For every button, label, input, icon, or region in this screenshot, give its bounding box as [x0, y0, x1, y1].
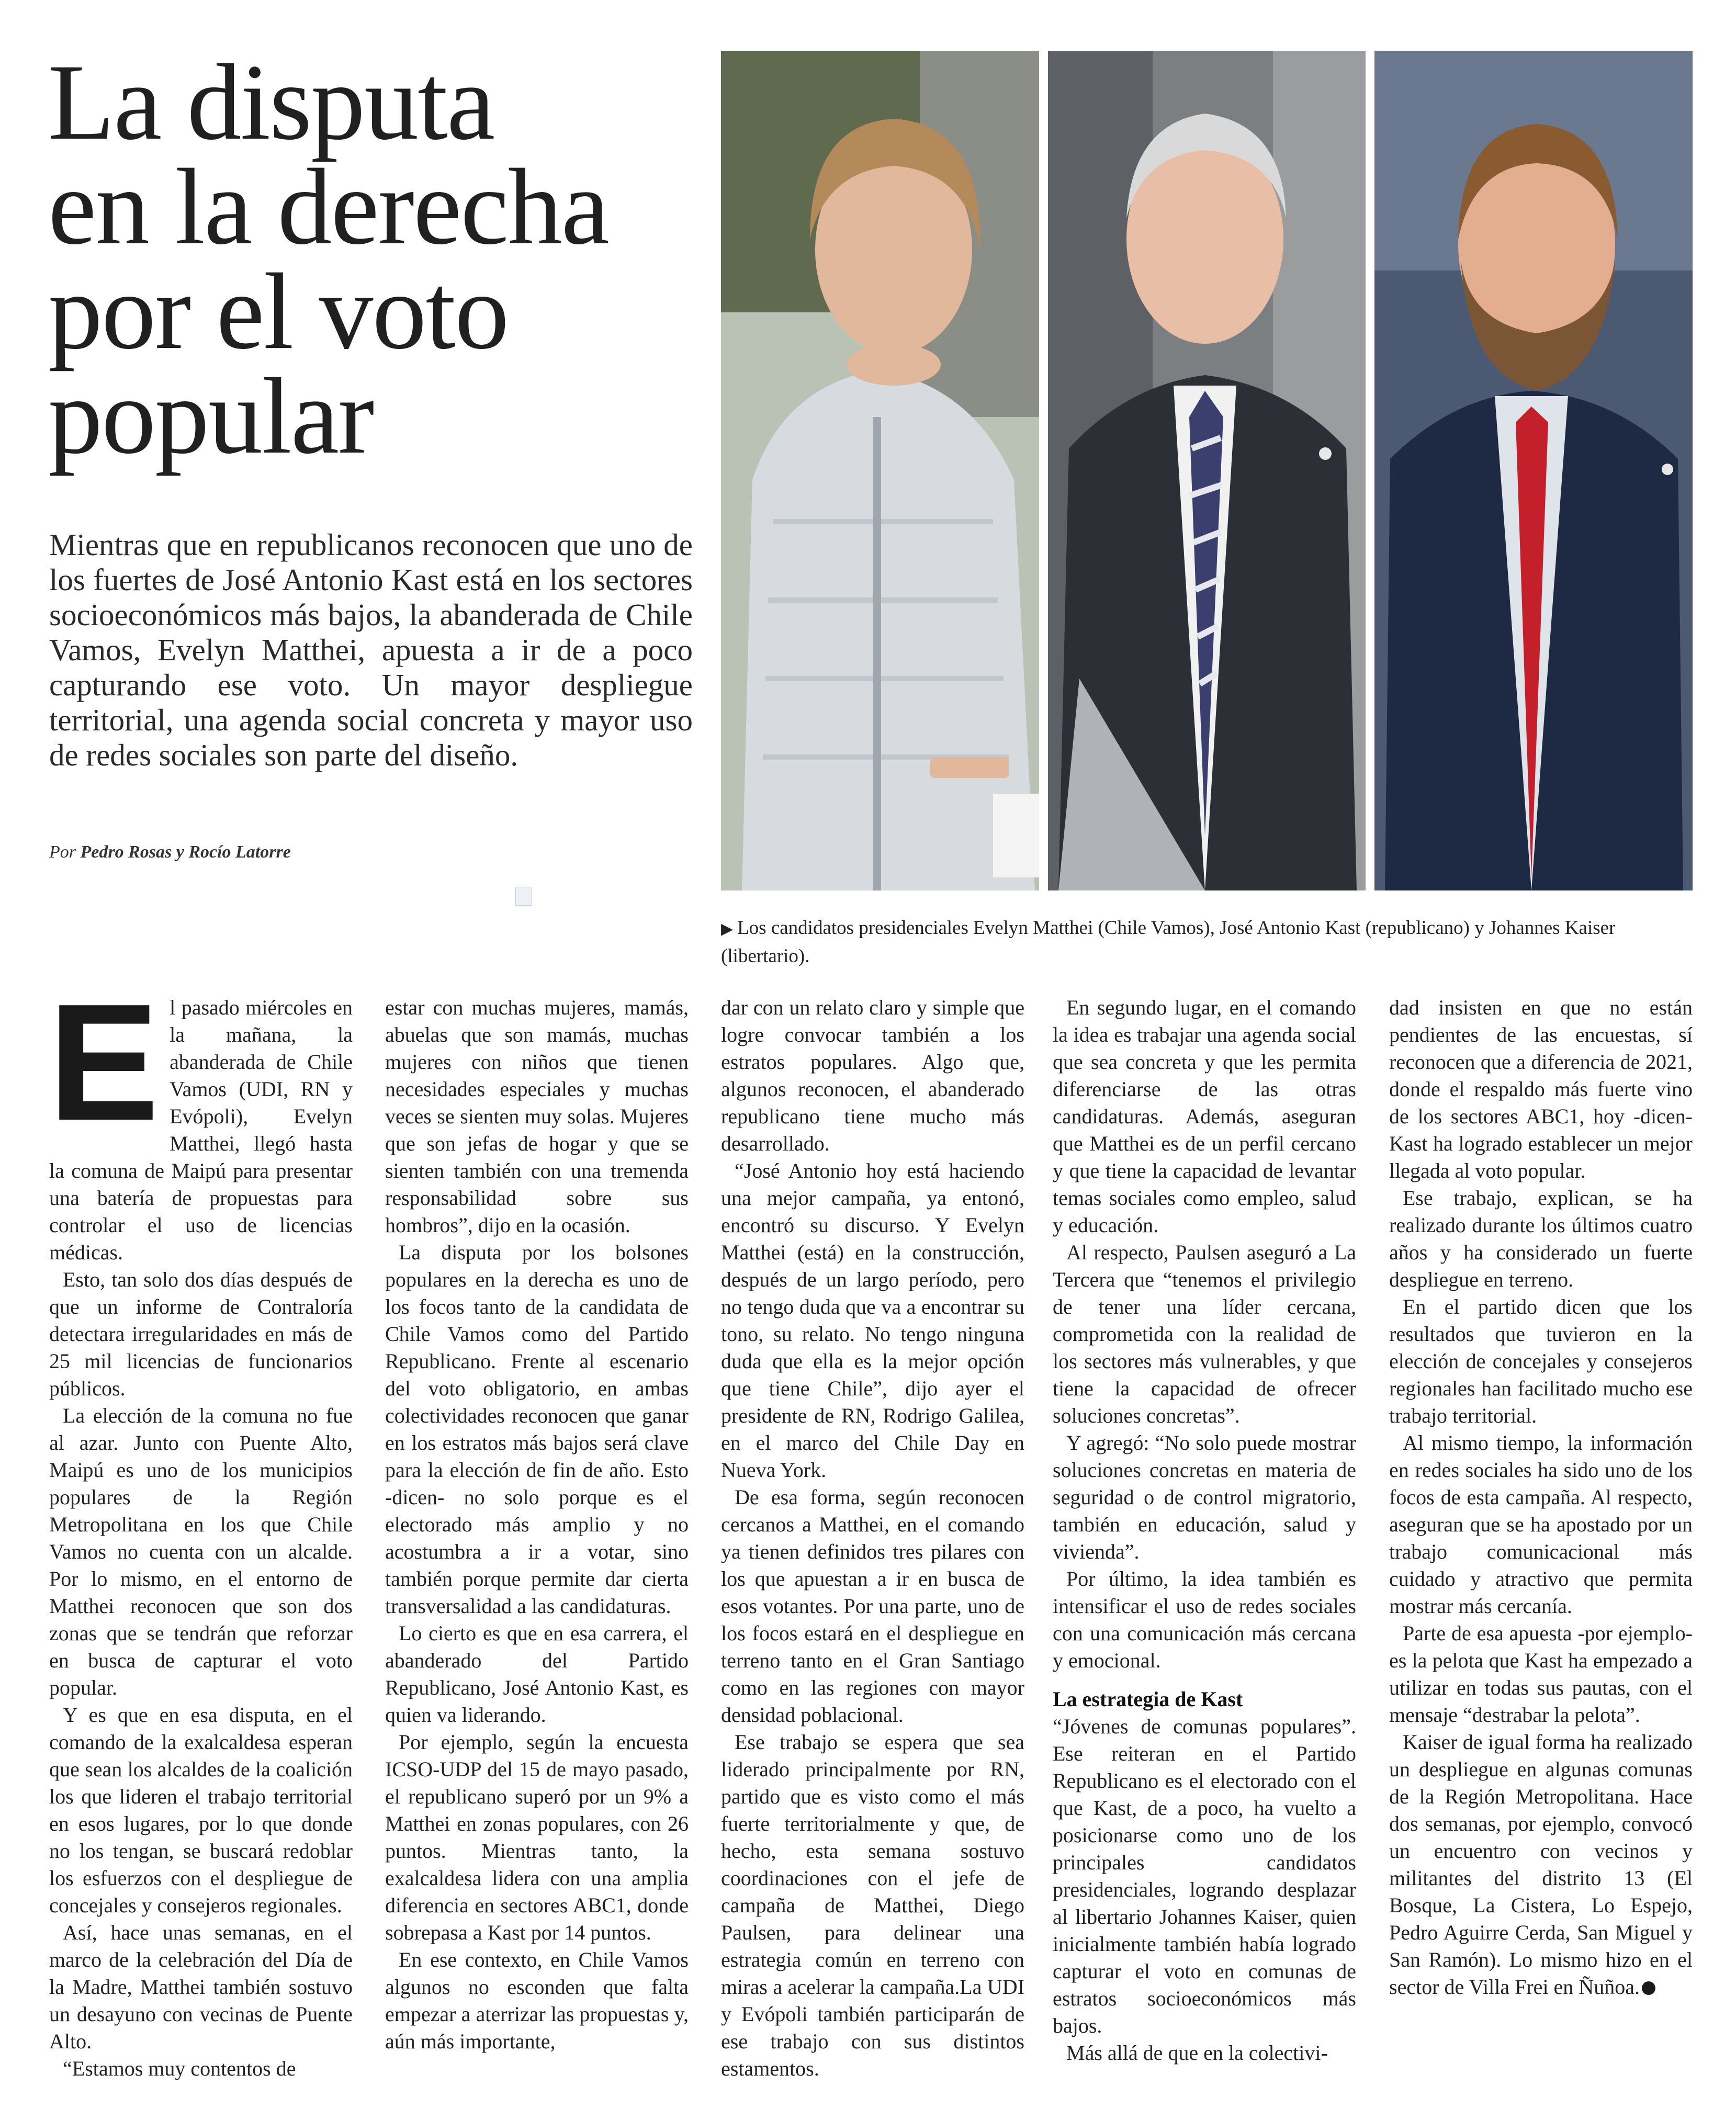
lede: Mientras que en republicanos reconocen que uno de los fuertes de José Antonio Kast está en los sectores socioeconómicos más bajos, la abanderada de Chile Vamos, Evelyn Matthei, apuesta a ir de a poco capturando ese voto. Un mayor despliegue territorial, una agenda social concreta y mayor uso de redes sociales son parte del diseño. [49, 527, 693, 772]
paragraph: estar con muchas mujeres, mamás, abuelas que son mamás, muchas mujeres con niños que tienen necesidades especiales y muchas veces se sienten muy solas. Mujeres que son jefas de hogar y que se sienten también con una tremenda responsabilidad sobre sus hombros”, dijo en la ocasión. [385, 996, 689, 1237]
paragraph: dar con un relato claro y simple que logre convocar también a los estratos populares. Algo que, algunos reconocen, el abanderado republicano tiene mucho más desarrollado. [721, 996, 1024, 1155]
portrait-kaiser [1374, 51, 1693, 890]
headline [48, 42, 713, 476]
paragraph: De esa forma, según reconocen cercanos a Matthei, en el comando ya tienen definidos tres pilares con los que apuestan a ir en busca de esos votantes. Por una parte, uno de los focos estará en el despliegue en terreno tanto en el Gran Santiago como en las regiones con mayor densidad poblacional. [721, 1485, 1024, 1727]
portrait-matthei [721, 51, 1039, 890]
paragraph: Y agregó: “No solo puede mostrar soluciones concretas en materia de seguridad o de control migratorio, también en educación, salud y vivienda”. [1053, 1431, 1356, 1563]
paragraph: Esto, tan solo dos días después de que un informe de Contraloría detectara irregularidades en más de 25 mil licencias de funcionarios públicos. [49, 1268, 353, 1400]
paragraph: Por ejemplo, según la encuesta ICSO-UDP del 15 de mayo pasado, el republicano superó por un 9% a Matthei en zonas populares, con 26 puntos. Mientras tanto, la exalcaldesa lidera con una amplia diferencia en sectores ABC1, donde sobrepasa a Kast por 14 puntos. [385, 1730, 689, 1944]
column-3 [721, 994, 1024, 2082]
paragraph: Por último, la idea también es intensificar el uso de redes sociales con una comunicación más cercana y emocional. [1053, 1567, 1356, 1672]
note-icon [515, 887, 532, 906]
paragraph: Así, hace unas semanas, en el marco de la celebración del Día de la Madre, Matthei también sostuvo un desayuno con vecinas de Puente Alto. [49, 1921, 353, 2053]
photo-matthei [721, 51, 1039, 890]
paragraph: “Estamos muy contentos de [63, 2057, 296, 2080]
paragraph: Lo cierto es que en esa carrera, el abanderado del Partido Republicano, José Antonio Kast, es quien va liderando. [385, 1621, 689, 1727]
column-4 [1053, 994, 1356, 2067]
headline-line: por el voto [48, 251, 509, 371]
paragraph: En segundo lugar, en el comando la idea es trabajar una agenda social que sea concreta y que les permita diferenciarse de las otras candidaturas. Además, aseguran que Matthei es de un perfil cercano y que tiene la capacidad de levantar temas sociales como empleo, salud y educación. [1053, 996, 1356, 1237]
paragraph: Kaiser de igual forma ha realizado un despliegue en algunas comunas de la Región Metropolitana. Hace dos semanas, por ejemplo, convocó un encuentro con vecinos y militantes del distrito 13 (El Bosque, La Cistera, Lo Espejo, Pedro Aguirre Cerda, San Miguel y San Ramón). Lo mismo hizo en el sector de Villa Frei en Ñuñoa. [1389, 1730, 1693, 1999]
paragraph: Ese trabajo, explican, se ha realizado durante los últimos cuatro años y ha considerado un fuerte despliegue en terreno. [1389, 1186, 1693, 1291]
byline-authors: Pedro Rosas y Rocío Latorre [80, 842, 291, 862]
paragraph: dad insisten en que no están pendientes de las encuestas, sí reconocen que a diferencia de 2021, donde el respaldo más fuerte vino de los sectores ABC1, hoy -dicen- Kast ha logrado establecer un mejor llegada al voto popular. [1389, 996, 1693, 1182]
paragraph: El pasado miércoles en la mañana, la abanderada de Chile Vamos (UDI, RN y Evópoli), Evelyn Matthei, llegó hasta la comuna de Maipú para presentar una batería de propuestas para controlar el uso de licencias médicas. [48, 969, 353, 1264]
paragraph: Parte de esa apuesta -por ejemplo- es la pelota que Kast ha empezado a utilizar en todas sus pautas, con el mensaje “destrabar la pelota”. [1389, 1621, 1693, 1727]
paragraph: Y es que en esa disputa, en el comando de la exalcaldesa esperan que sean los alcaldes de la coalición los que lideren el trabajo territorial en esos lugares, por lo que donde no los tengan, se buscará redoblar los esfuerzos con el despliegue de concejales y consejeros regionales. [49, 1703, 353, 1917]
column-5 [1389, 994, 1693, 2001]
photo-kast [1048, 51, 1366, 890]
paragraph: “José Antonio hoy está haciendo una mejor campaña, ya entonó, encontró su discurso. Y Evelyn Matthei (está) en la construcción, después de un largo período, pero no tengo duda que va a encontrar su tono, su relato. No tengo ninguna duda que ella es la mejor opción que tiene Chile”, dijo ayer el presidente de RN, Rodrigo Galilea, en el marco del Chile Day en Nueva York. [721, 1159, 1024, 1482]
paragraph: Ese trabajo se espera que sea liderado principalmente por RN, partido que es visto como el más fuerte territorialmente y que, de hecho, esta semana sostuvo coordinaciones con el jefe de campaña de Matthei, Diego Paulsen, para delinear una estrategia común en terreno con miras a acelerar la campaña.La UDI y Evópoli también participarán de ese trabajo con sus distintos estamentos. [721, 1730, 1024, 2080]
paragraph: Más allá de que en la colectivi- [1066, 2041, 1328, 2065]
byline [49, 842, 291, 862]
paragraph: Al mismo tiempo, la información en redes sociales ha sido uno de los focos de esta campaña. Al respecto, aseguran que se ha apostado por un trabajo comunicacional más cuidado y atractivo que permita mostrar más cercanía. [1389, 1431, 1693, 1618]
photo-kaiser [1374, 51, 1693, 890]
drop-cap: E [48, 969, 160, 1155]
caption-marker-icon: ▶ [721, 920, 734, 938]
photo-caption [721, 915, 1694, 970]
paragraph: En el partido dicen que los resultados que tuvieron en la elección de concejales y consejeros regionales han facilitado mucho ese trabajo territorial. [1389, 1295, 1693, 1427]
caption-text: Los candidatos presidenciales Evelyn Matthei (Chile Vamos), José Antonio Kast (republicano) y Johannes Kaiser (libertario). [721, 917, 1616, 967]
paragraph: Al respecto, Paulsen aseguró a La Tercera que “tenemos el privilegio de tener una líder cercana, comprometida con la realidad de los sectores más vulnerables, y que tiene la capacidad de ofrecer soluciones concretas”. [1053, 1241, 1356, 1427]
column-2 [385, 994, 689, 2055]
headline-line: La disputa [48, 42, 494, 162]
paragraph: “Jóvenes de comunas populares”. Ese reiteran en el Partido Republicano es el electorado con el que Kast, de a poco, ha vuelto a posicionarse como uno de los principales candidatos presidenciales, logrando desplazar al libertario Johannes Kaiser, quien inicialmente también había logrado capturar el voto en comunas de estratos socioeconómicos más bajos. [1053, 1715, 1356, 2037]
end-of-article-icon [1642, 1981, 1655, 1995]
headline-line: popular [48, 356, 374, 476]
byline-prefix: Por [49, 842, 76, 862]
subhead: La estrategia de Kast [1053, 1687, 1243, 1711]
column-1 [48, 969, 353, 2082]
paragraph: La elección de la comuna no fue al azar. Junto con Puente Alto, Maipú es uno de los municipios populares de la Región Metropolitana en los que Chile Vamos no cuenta con un alcalde. Por lo mismo, en el entorno de Matthei reconocen que son dos zonas que se tendrán que reforzar en busca de capturar el voto popular. [49, 1404, 353, 1699]
headline-line: en la derecha [48, 146, 608, 267]
portrait-kast [1048, 51, 1366, 890]
paragraph: La disputa por los bolsones populares en la derecha es uno de los focos tanto de la candidata de Chile Vamos como del Partido Republicano. Frente al escenario del voto obligatorio, en ambas colectividades reconocen que ganar en los estratos más bajos será clave para la elección de fin de año. Esto -dicen- no solo porque es el electorado más amplio y no acostumbra a ir a votar, sino también porque permite dar cierta transversalidad a las candidaturas. [385, 1241, 689, 1618]
paragraph: En ese contexto, en Chile Vamos algunos no esconden que falta empezar a aterrizar las propuestas y, aún más importante, [385, 1948, 689, 2053]
